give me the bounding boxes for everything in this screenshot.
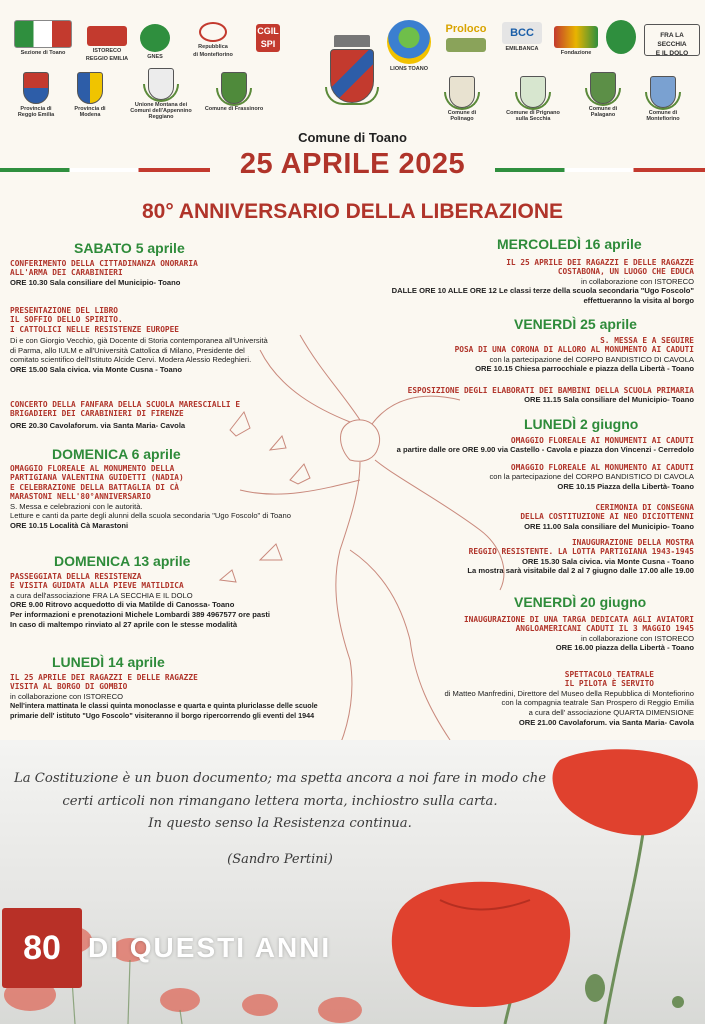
istoreco-logo: ISTORECO REGGIO EMILIA bbox=[84, 26, 130, 62]
event-title: IL 25 APRILE DEI RAGAZZI E DELLE RAGAZZE COSTABONA, UN LUOGO CHE EDUCA bbox=[506, 258, 694, 277]
event-title: CONCERTO DELLA FANFARA DELLA SCUOLA MARESCIALLI E BRIGADIERI DEI CARABINIERI DI FIRENZE bbox=[10, 400, 241, 419]
event-borgo-gombio bbox=[10, 673, 390, 721]
event-when: ORE 10.30 Sala consiliare del Municipio- Toano bbox=[10, 277, 181, 287]
event-presentazione-libro bbox=[10, 306, 310, 375]
event-when: ORE 15.00 Sala civica. via Monte Cusna - Toano bbox=[10, 365, 183, 374]
event-title: PASSEGGIATA DELLA RESISTENZA E VISITA GUIDATA ALLA PIEVE MATILDICA bbox=[10, 572, 184, 591]
toano-crest bbox=[322, 35, 382, 125]
event-description: con la partecipazione del CORPO BANDISTICO DI CAVOLA bbox=[489, 354, 694, 364]
event-description: a cura dell'associazione FRA LA SECCHIA E IL DOLO bbox=[10, 590, 193, 600]
comune-prignano-logo: Comune di Prignano sulla Secchia bbox=[500, 76, 566, 122]
event-when: ORE 16.00 piazza della Libertà - Toano bbox=[555, 643, 694, 653]
event-corona-alloro bbox=[340, 336, 694, 374]
day-heading-venerdi-20-giugno: VENERDÌ 20 giugno bbox=[514, 594, 647, 610]
event-title: S. MESSA E A SEGUIRE POSA DI UNA CORONA DI ALLORO AL MONUMENTO AI CADUTI bbox=[454, 336, 694, 355]
event-mostra-reggio-resistente bbox=[340, 538, 694, 576]
tagline: DI QUESTI ANNI bbox=[88, 932, 332, 963]
event-when: Nell'intera mattinata le classi quinta monoclasse e quarta e quinta pluriclasse delle scuole primarie dell' istituto "Ugo Foscolo" visiteranno il borgo ripercorrendo gli eventi del 1944 bbox=[10, 701, 318, 720]
event-description: in collaborazione con ISTORECO bbox=[581, 633, 694, 643]
montefiorino-republic-logo: Repubblica di Montefiorino bbox=[188, 22, 238, 58]
comune-frassinoro-logo: Comune di Frassinoro bbox=[198, 72, 270, 112]
event-description: in collaborazione con ISTORECO bbox=[10, 691, 123, 701]
comune-polinago-logo: Comune di Polinago bbox=[440, 76, 484, 122]
event-omaggio-monumenti bbox=[330, 436, 694, 455]
event-date: 25 APRILE 2025 bbox=[239, 148, 466, 180]
event-esposizione-elaborati bbox=[300, 386, 694, 405]
provincia-reggio-emilia-logo: Provincia di Reggio Emilia bbox=[14, 72, 58, 118]
institute-logo bbox=[604, 20, 638, 54]
event-passeggiata-resistenza bbox=[10, 572, 330, 629]
event-costabona bbox=[352, 258, 694, 306]
event-omaggio-guidetti bbox=[10, 464, 320, 530]
gnes-logo: GNES bbox=[138, 24, 172, 60]
day-heading-mercoledi-16-aprile: MERCOLEDÌ 16 aprile bbox=[497, 236, 642, 252]
quote-banner bbox=[0, 740, 705, 1024]
event-when: ORE 21.00 Cavolaforum. via Santa Maria- Cavola bbox=[518, 717, 694, 727]
event-when: ORE 15.30 Sala civica. via Monte Cusna - Toano La mostra sarà visitabile dal 2 al 7 giugno dalle 17.00 alle 19.00 bbox=[467, 556, 694, 576]
event-when: ORE 11.00 Sala consiliare del Municipio- Toano bbox=[524, 521, 694, 531]
event-title: CERIMONIA DI CONSEGNA DELLA COSTITUZIONE AI NEO DICIOTTENNI bbox=[520, 503, 694, 522]
day-heading-domenica-13-aprile: DOMENICA 13 aprile bbox=[54, 553, 191, 569]
comune-montefiorino-logo: Comune di Montefiorino bbox=[634, 76, 692, 122]
comune-name: Comune di Toano bbox=[298, 130, 407, 145]
event-concerto-fanfara bbox=[10, 400, 310, 430]
bcc-emilbanca-logo: BCC EMILBANCA bbox=[500, 22, 544, 52]
provincia-modena-logo: Provincia di Modena bbox=[68, 72, 112, 118]
event-when: ORE 11.15 Sala consiliare del Municipio- Toano bbox=[524, 395, 694, 405]
event-description: S. Messa e celebrazioni con le autorità. Letture e canti da parte degli alunni della scuola secondaria "Ugo Foscolo" di Toano bbox=[10, 501, 291, 521]
unione-montana-logo: Unione Montana dei Comuni dell'Appennino Reggiano bbox=[124, 68, 198, 120]
event-title: ESPOSIZIONE DEGLI ELABORATI DEI BAMBINI DELLA SCUOLA PRIMARIA bbox=[407, 386, 694, 395]
page-title: 80° ANNIVERSARIO DELLA LIBERAZIONE bbox=[141, 200, 564, 223]
fra-secchia-dolo-logo: FRA LA SECCHIA E IL DOLO bbox=[642, 24, 702, 56]
event-spettacolo-teatrale bbox=[352, 670, 694, 727]
event-title: OMAGGIO FLOREALE AL MONUMENTO DELLA PARTIGIANA VALENTINA GUIDETTI (NADIA) E CELEBRAZIONE DELLA BATTAGLIA DI CÀ MARASTONI NELL'80°ANNIVERSARIO bbox=[10, 464, 184, 502]
proloco-logo: Proloco bbox=[440, 22, 492, 52]
pertini-quote: La Costituzione è un buon documento; ma spetta ancora a noi fare in modo che certi articoli non rimangano lettera morta, inchiostro sulla carta. In questo senso la Resistenza continua. bbox=[14, 771, 546, 831]
event-when: ORE 20.30 Cavolaforum. via Santa Maria- Cavola bbox=[10, 420, 186, 430]
cgil-spi-logo: CGIL SPI bbox=[240, 24, 296, 52]
event-when: a partire dalle ore ORE 9.00 via Castello - Cavola e piazza don Vincenzi - Cerredolo bbox=[396, 445, 694, 455]
event-when: ORE 10.15 Chiesa parrocchiale e piazza della Libertà - Toano bbox=[475, 364, 694, 374]
foundation-logo: Fondazione bbox=[552, 26, 600, 56]
eighty-badge: 80 bbox=[2, 908, 82, 988]
event-when: ORE 10.15 Località Cà Marastoni bbox=[10, 520, 129, 530]
event-description: Di e con Giorgio Vecchio, già Docente di Storia contemporanea all'Università di Parma, allo IULM e all'Università Cattolica di Milano, Presidente del comitato scientifico dell'Istituto Alcide Cervi. Modera Alessio Redeghieri. bbox=[10, 336, 268, 365]
day-heading-lunedi-14-aprile: LUNEDÌ 14 aprile bbox=[52, 654, 165, 670]
event-description: di Matteo Manfredini, Direttore del Museo della Repubblica di Montefiorino con la compagnia teatrale San Prospero di Reggio Emilia a cura dell' associazione QUARTA DIMENSIONE bbox=[444, 688, 694, 717]
comune-palagano-logo: Comune di Palagano bbox=[578, 72, 628, 118]
day-heading-sabato-5-aprile: SABATO 5 aprile bbox=[74, 240, 185, 256]
event-when: ORE 10.15 Piazza della Libertà- Toano bbox=[557, 482, 694, 491]
event-costituzione-diciottenni bbox=[340, 503, 694, 531]
quote-author: (Sandro Pertini) bbox=[227, 852, 333, 867]
event-title: IL 25 APRILE DEI RAGAZZI E DELLE RAGAZZE VISITA AL BORGO DI GOMBIO bbox=[10, 673, 198, 692]
event-description: in collaborazione con ISTORECO bbox=[581, 276, 694, 286]
lions-logo: LIONS TOANO bbox=[386, 20, 432, 72]
event-title: INAUGURAZIONE DI UNA TARGA DEDICATA AGLI AVIATORI ANGLOAMERICANI CADUTI IL 3 MAGGIO 1945 bbox=[463, 615, 694, 634]
anpi-logo: Sezione di Toano bbox=[12, 20, 74, 56]
event-omaggio-monumento-toano bbox=[340, 463, 694, 492]
event-targa-aviatori bbox=[352, 615, 694, 653]
event-when: DALLE ORE 10 ALLE ORE 12 Le classi terze della scuola secondaria "Ugo Foscolo" effettueranno la visita al borgo bbox=[391, 286, 694, 305]
event-title: OMAGGIO FLOREALE AI MONUMENTI AI CADUTI bbox=[510, 436, 694, 445]
event-title: SPETTACOLO TEATRALE IL PILOTA È SERVITO bbox=[564, 670, 654, 689]
event-title: OMAGGIO FLOREALE AL MONUMENTO AI CADUTI bbox=[510, 463, 694, 472]
event-when: ORE 9.00 Ritrovo acquedotto di via Matilde di Canossa- Toano Per informazioni e prenotazioni Michele Lombardi 389 4967577 ore pasti In caso di maltempo rinviato al 27 aprile con le stesse modalità bbox=[10, 600, 270, 629]
event-description: con la partecipazione del CORPO BANDISTICO DI CAVOLA bbox=[489, 472, 694, 482]
day-heading-venerdi-25-aprile: VENERDÌ 25 aprile bbox=[514, 316, 637, 332]
event-cittadinanza-onoraria bbox=[10, 259, 310, 287]
day-heading-domenica-6-aprile: DOMENICA 6 aprile bbox=[52, 446, 181, 462]
day-heading-lunedi-2-giugno: LUNEDÌ 2 giugno bbox=[524, 416, 639, 432]
event-title: INAUGURAZIONE DELLA MOSTRA REGGIO RESISTENTE. LA LOTTA PARTIGIANA 1943-1945 bbox=[468, 538, 694, 557]
event-title: CONFERIMENTO DELLA CITTADINANZA ONORARIA ALL'ARMA DEI CARABINIERI bbox=[10, 259, 198, 278]
event-title: PRESENTAZIONE DEL LIBRO IL SOFFIO DELLO SPIRITO. I CATTOLICI NELLE RESISTENZE EUROPEE bbox=[10, 306, 179, 334]
